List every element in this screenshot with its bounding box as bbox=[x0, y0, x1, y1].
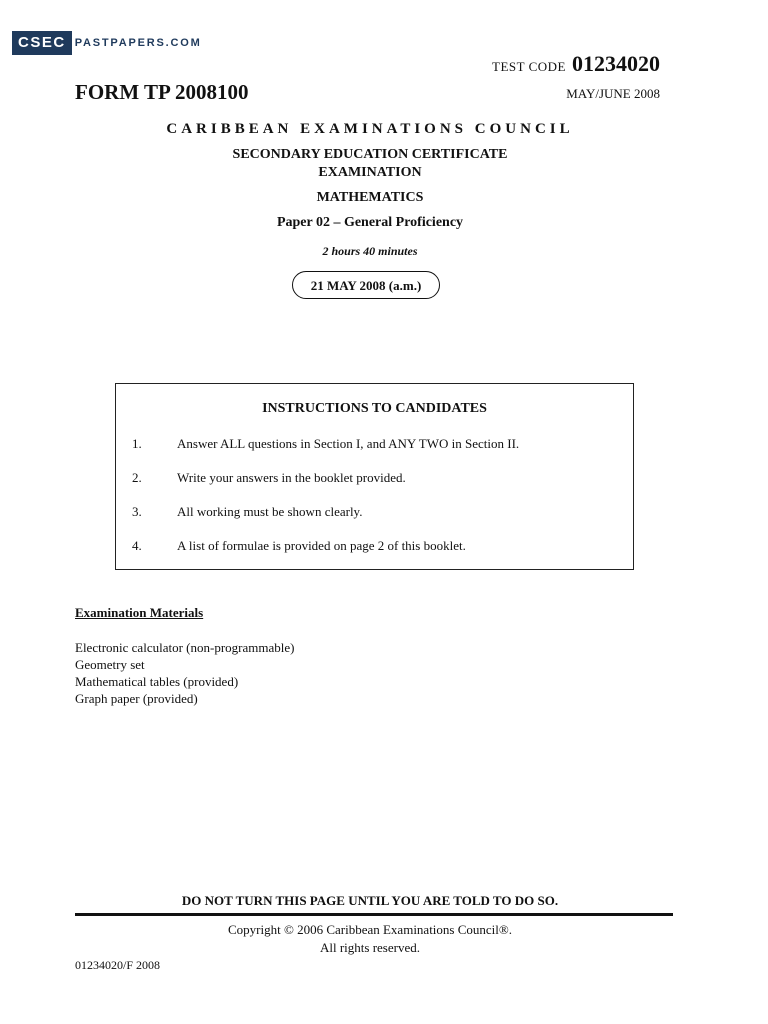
instruction-number: 2. bbox=[132, 470, 142, 485]
footer-divider bbox=[75, 913, 673, 916]
instruction-number: 1. bbox=[132, 436, 142, 451]
paper-title: Paper 02 – General Proficiency bbox=[276, 215, 464, 230]
form-number: FORM TP 2008100 bbox=[75, 80, 249, 104]
certificate-title bbox=[0, 146, 740, 182]
instructions-box bbox=[115, 383, 634, 570]
footer-code: 01234020/F 2008 bbox=[75, 958, 161, 972]
test-code-label: TEST CODE bbox=[492, 59, 566, 74]
site-logo bbox=[12, 31, 202, 55]
materials-item: Geometry set bbox=[75, 657, 145, 672]
test-code bbox=[492, 51, 660, 77]
materials-item: Graph paper (provided) bbox=[75, 691, 198, 706]
instruction-text: Answer ALL questions in Section I, and ANY TWO in Section II. bbox=[177, 436, 520, 451]
materials-item: Electronic calculator (non-programmable) bbox=[75, 640, 295, 655]
certificate-title-line1: SECONDARY EDUCATION CERTIFICATE bbox=[232, 147, 508, 162]
instruction-item bbox=[132, 538, 466, 554]
instruction-text: All working must be shown clearly. bbox=[177, 504, 363, 519]
instruction-number: 4. bbox=[132, 538, 142, 553]
logo-site-name: PASTPAPERS.COM bbox=[74, 37, 202, 49]
do-not-turn-warning: DO NOT TURN THIS PAGE UNTIL YOU ARE TOLD TO DO SO. bbox=[181, 893, 559, 908]
subject-title: MATHEMATICS bbox=[316, 190, 424, 205]
copyright-notice bbox=[0, 921, 740, 957]
materials-item: Mathematical tables (provided) bbox=[75, 674, 239, 689]
copyright-line1: Copyright © 2006 Caribbean Examinations Council®. bbox=[227, 922, 513, 937]
logo-csec-badge: CSEC bbox=[12, 31, 72, 55]
instruction-item bbox=[132, 504, 362, 520]
instruction-item bbox=[132, 436, 519, 452]
instruction-text: A list of formulae is provided on page 2 of this booklet. bbox=[177, 538, 466, 553]
materials-title: Examination Materials bbox=[75, 605, 204, 620]
council-name: CARIBBEAN EXAMINATIONS COUNCIL bbox=[166, 121, 574, 137]
certificate-title-line2: EXAMINATION bbox=[318, 165, 422, 180]
instruction-number: 3. bbox=[132, 504, 142, 519]
copyright-line2: All rights reserved. bbox=[319, 940, 420, 955]
instruction-item bbox=[132, 470, 406, 486]
instructions-title: INSTRUCTIONS TO CANDIDATES bbox=[262, 401, 487, 416]
materials-list bbox=[75, 639, 294, 707]
exam-session: MAY/JUNE 2008 bbox=[566, 86, 660, 101]
exam-date: 21 MAY 2008 (a.m.) bbox=[292, 271, 440, 299]
instruction-text: Write your answers in the booklet provided. bbox=[177, 470, 406, 485]
exam-duration: 2 hours 40 minutes bbox=[322, 244, 418, 258]
test-code-value: 01234020 bbox=[572, 51, 660, 76]
